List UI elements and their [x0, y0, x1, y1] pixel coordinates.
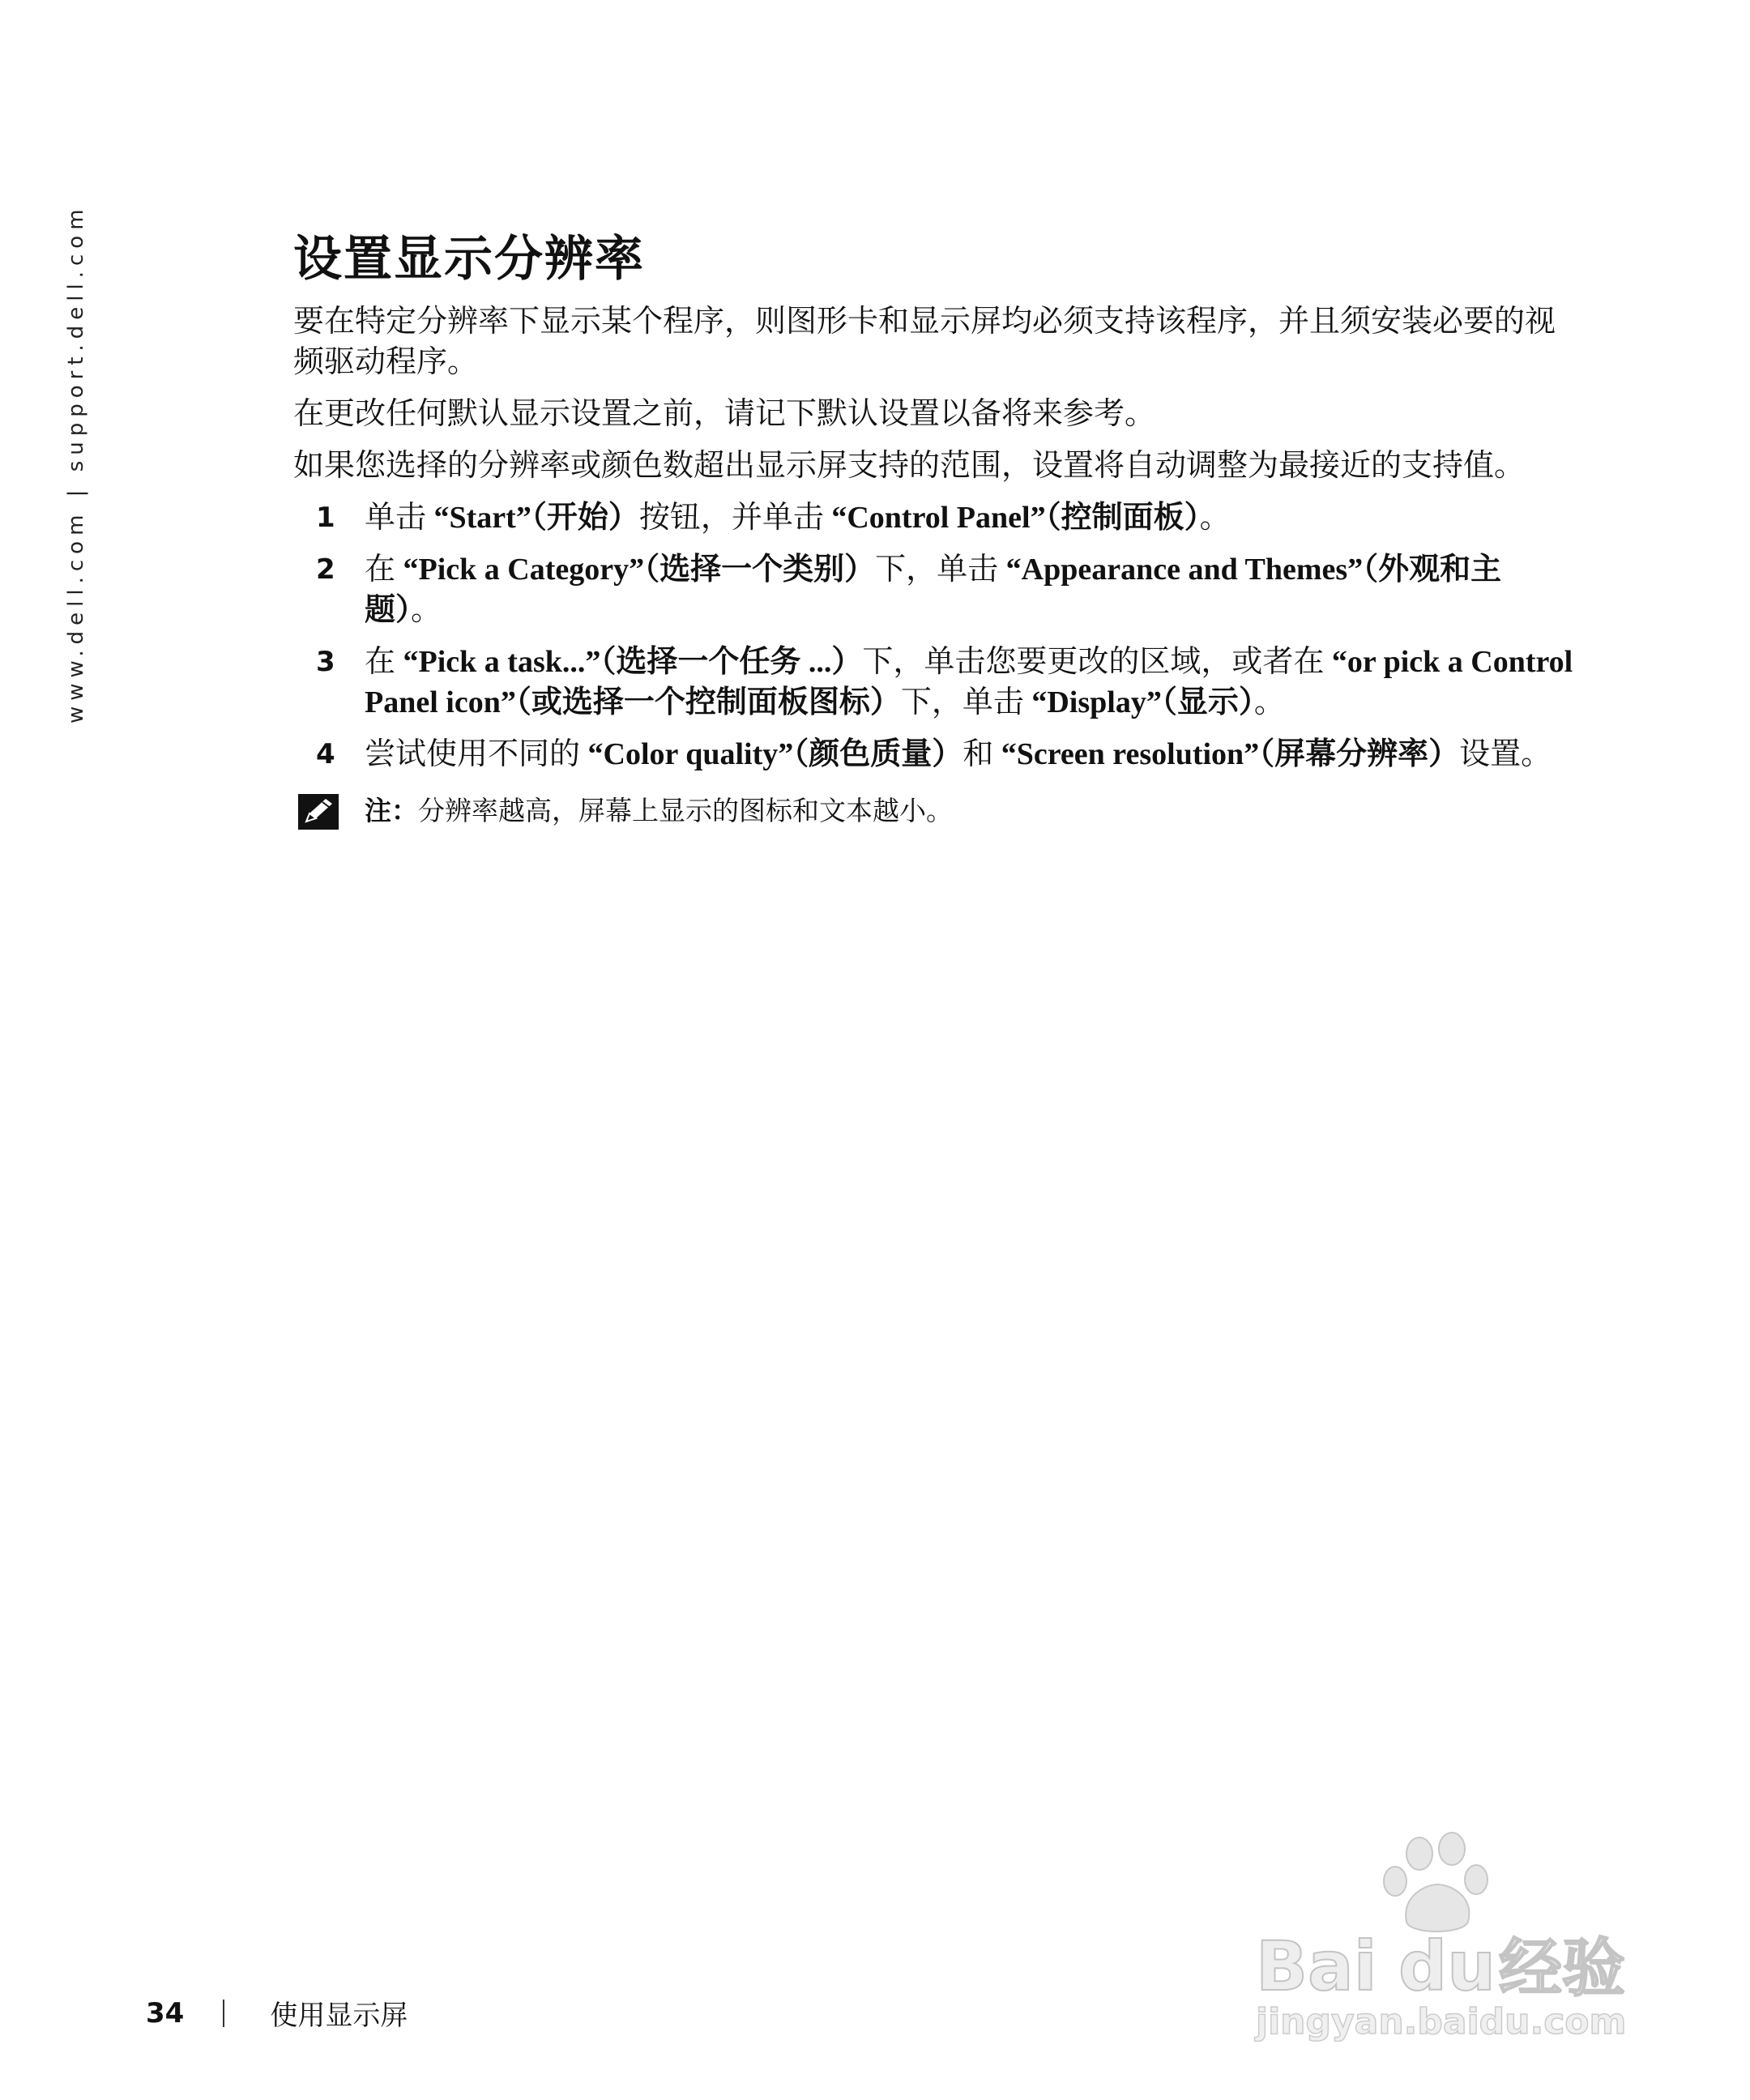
- step-text: 按钮，并单击: [638, 501, 832, 535]
- step-ui-term: “Screen resolution”（屏幕分辨率）: [1001, 737, 1460, 771]
- note-text: 分辨率越高，屏幕上显示的图标和文本越小。: [418, 795, 953, 826]
- page-footer: [146, 1993, 408, 2033]
- step-text: 下，单击: [875, 553, 1006, 587]
- footer-section-title: 使用显示屏: [270, 2000, 408, 2032]
- step-ui-term: “Control Panel”（控制面板）: [831, 501, 1200, 535]
- step-text: 在: [365, 553, 403, 587]
- main-content: [293, 227, 1573, 830]
- note-label: 注：: [365, 795, 418, 826]
- watermark-brand-2: du: [1398, 1927, 1496, 2006]
- step-item: [293, 549, 1573, 630]
- step-number: 3: [316, 646, 335, 678]
- steps-list: [293, 497, 1573, 775]
- step-item: [293, 642, 1573, 723]
- step-ui-term: “Pick a Category”（选择一个类别）: [403, 553, 876, 587]
- step-text: 。: [1199, 501, 1231, 535]
- paragraph: 如果您选择的分辨率或颜色数超出显示屏支持的范围，设置将自动调整为最接近的支持值。: [293, 449, 1526, 483]
- paw-icon: [1384, 1833, 1488, 1931]
- step-text: 。: [1253, 685, 1285, 719]
- step-text: 尝试使用不同的: [365, 737, 588, 771]
- footer-separator: [223, 2000, 224, 2027]
- baidu-watermark: [1240, 1831, 1661, 2042]
- watermark-url: jingyan.baidu.com: [1256, 2001, 1627, 2042]
- paragraph: 在更改任何默认显示设置之前，请记下默认设置以备将来参考。: [293, 397, 1156, 431]
- step-text: 下，单击: [900, 685, 1032, 719]
- note: [293, 792, 1573, 830]
- step-item: [293, 734, 1573, 775]
- page-title: 设置显示分辨率: [293, 231, 645, 288]
- watermark-brand: Bai: [1256, 1927, 1377, 2006]
- step-text: 设置。: [1459, 737, 1552, 771]
- step-item: [293, 497, 1573, 538]
- step-number: 2: [316, 553, 335, 586]
- step-number: 4: [316, 738, 335, 770]
- step-text: 在: [365, 645, 403, 679]
- pencil-note-icon: [298, 794, 339, 830]
- step-ui-term: “Color quality”（颜色质量）: [587, 737, 963, 771]
- step-ui-term: “or pick a Control Panel icon”（或选择一个控制面板图标）: [365, 645, 1573, 719]
- step-text: 和: [962, 737, 1001, 771]
- sidebar-url: www.dell.com | support.dell.com: [64, 203, 88, 723]
- step-ui-term: “Appearance and Themes”（外观和主题）: [365, 553, 1502, 627]
- watermark-brand-cn: 经验: [1499, 1932, 1626, 2005]
- step-text: 单击: [365, 501, 434, 535]
- step-ui-term: “Start”（开始）: [433, 501, 639, 535]
- paragraph: 要在特定分辨率下显示某个程序，则图形卡和显示屏均必须支持该程序，并且须安装必要的视频驱动程序。: [293, 305, 1556, 379]
- step-ui-term: “Pick a task...”（选择一个任务 ...）: [403, 645, 863, 679]
- step-text: 下，单击您要更改的区域，或者在: [862, 645, 1332, 679]
- step-ui-term: “Display”（显示）: [1031, 685, 1254, 719]
- page-number: 34: [146, 1996, 185, 2030]
- step-number: 1: [316, 502, 335, 534]
- step-text: 。: [411, 593, 442, 627]
